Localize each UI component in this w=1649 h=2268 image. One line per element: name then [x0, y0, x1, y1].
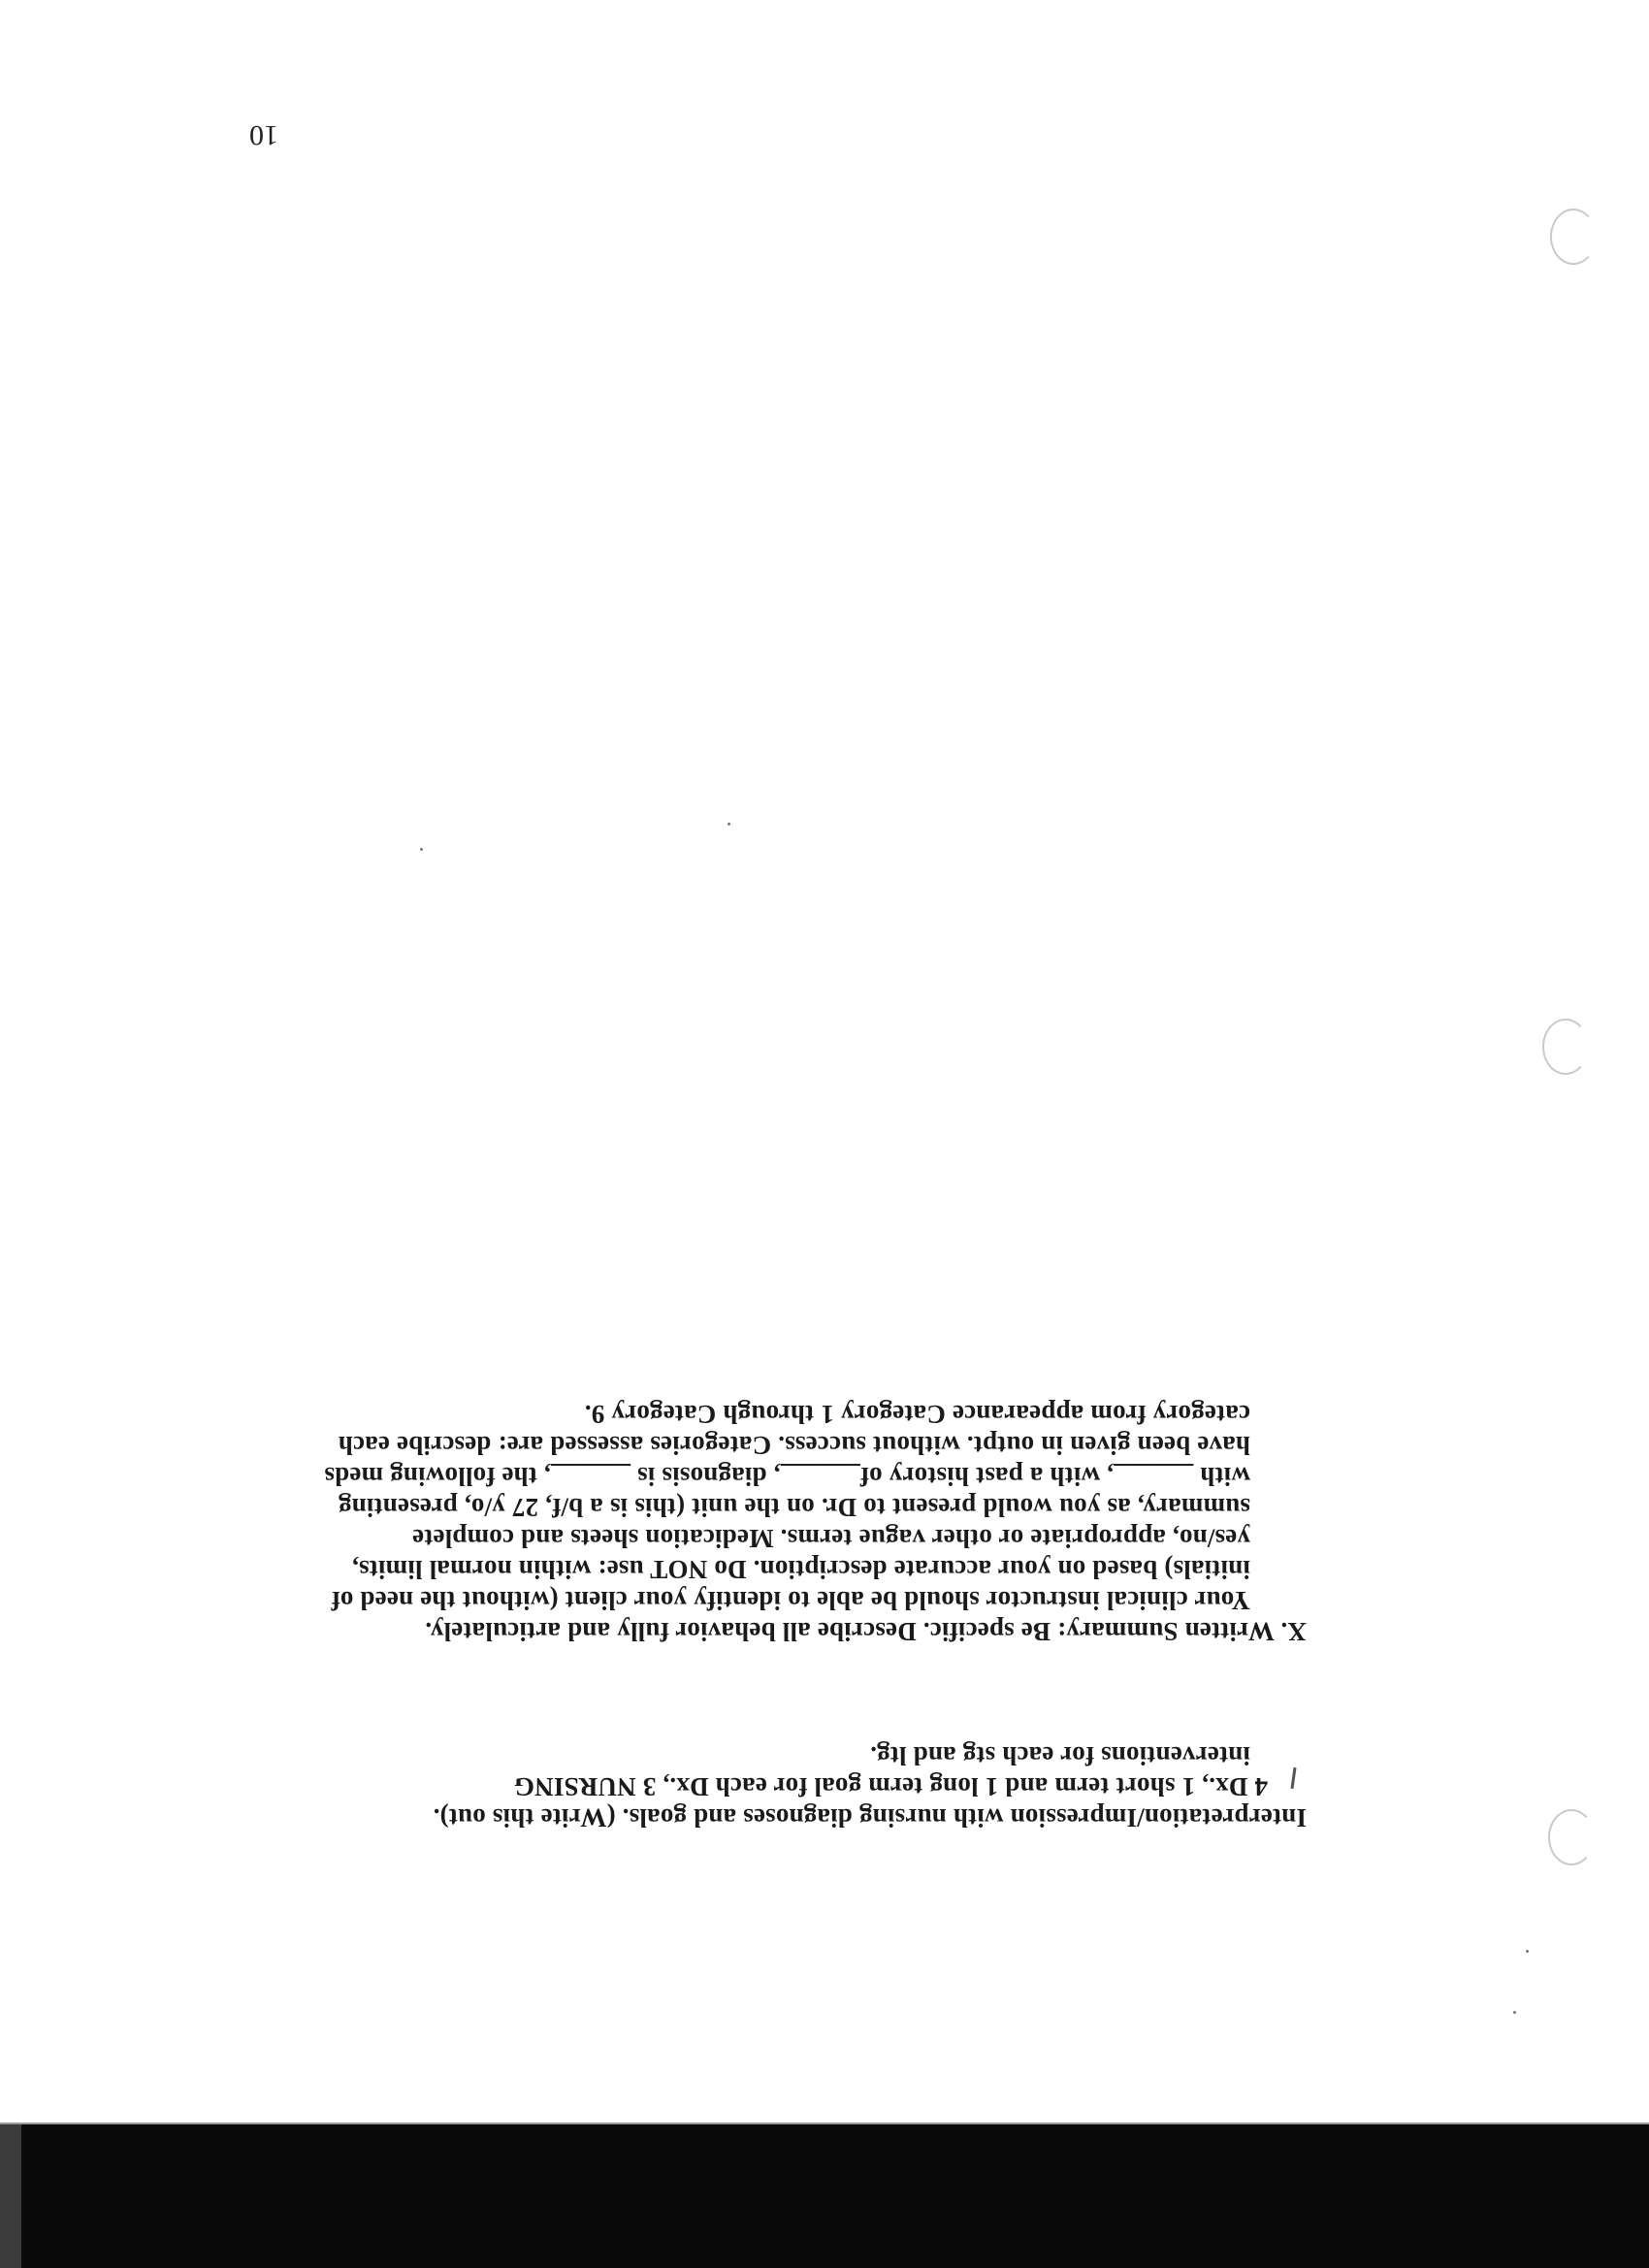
- summary-line: with ______, with a past history of______, diagnosis is ______, the following meds: [324, 1462, 1250, 1491]
- summary-line: X. Written Summary: Be specific. Describe all behavior fully and articulately.: [425, 1617, 1307, 1646]
- scan-speck: [420, 848, 423, 851]
- summary-line: Your clinical instructor should be able to identify your client (without the need of: [331, 1586, 1250, 1615]
- interpretation-line-1: Interpretation/Impression with nursing diagnoses and goals. (Write this out).: [433, 1803, 1307, 1832]
- scanner-edge-strip: [0, 2124, 21, 2268]
- binder-hole-top: [1550, 209, 1597, 265]
- summary-line: initials) based on your accurate description. Do NOT use: within normal limits,: [351, 1555, 1250, 1584]
- interpretation-line-2: 4 Dx., 1 short term and 1 long term goal for each Dx., 3 NURSING: [513, 1772, 1268, 1801]
- summary-line: have been given in outpt. without success. Categories assessed are: describe each: [338, 1431, 1250, 1460]
- binder-hole-bottom: [1548, 1809, 1595, 1865]
- interpretation-section: [278, 1740, 1307, 1833]
- scan-speck: [1513, 2011, 1516, 2014]
- summary-line: category from appearance Category 1 through Category 9.: [584, 1400, 1250, 1429]
- summary-line: summary, as you would present to Dr. on the unit (this is a b/f, 27 y/o, presenting: [338, 1493, 1250, 1522]
- scan-speck: [728, 823, 730, 826]
- binder-hole-middle: [1542, 1019, 1589, 1075]
- written-summary-section: [278, 1399, 1307, 1647]
- summary-line: yes/no, appropriate or other vague terms. Medication sheets and complete: [411, 1524, 1250, 1553]
- scan-speck: [1526, 1950, 1529, 1953]
- page-number: 10: [249, 119, 278, 151]
- scanner-black-border: [0, 2124, 1649, 2268]
- interpretation-line-3: interventions for each stg and ltg.: [870, 1741, 1250, 1770]
